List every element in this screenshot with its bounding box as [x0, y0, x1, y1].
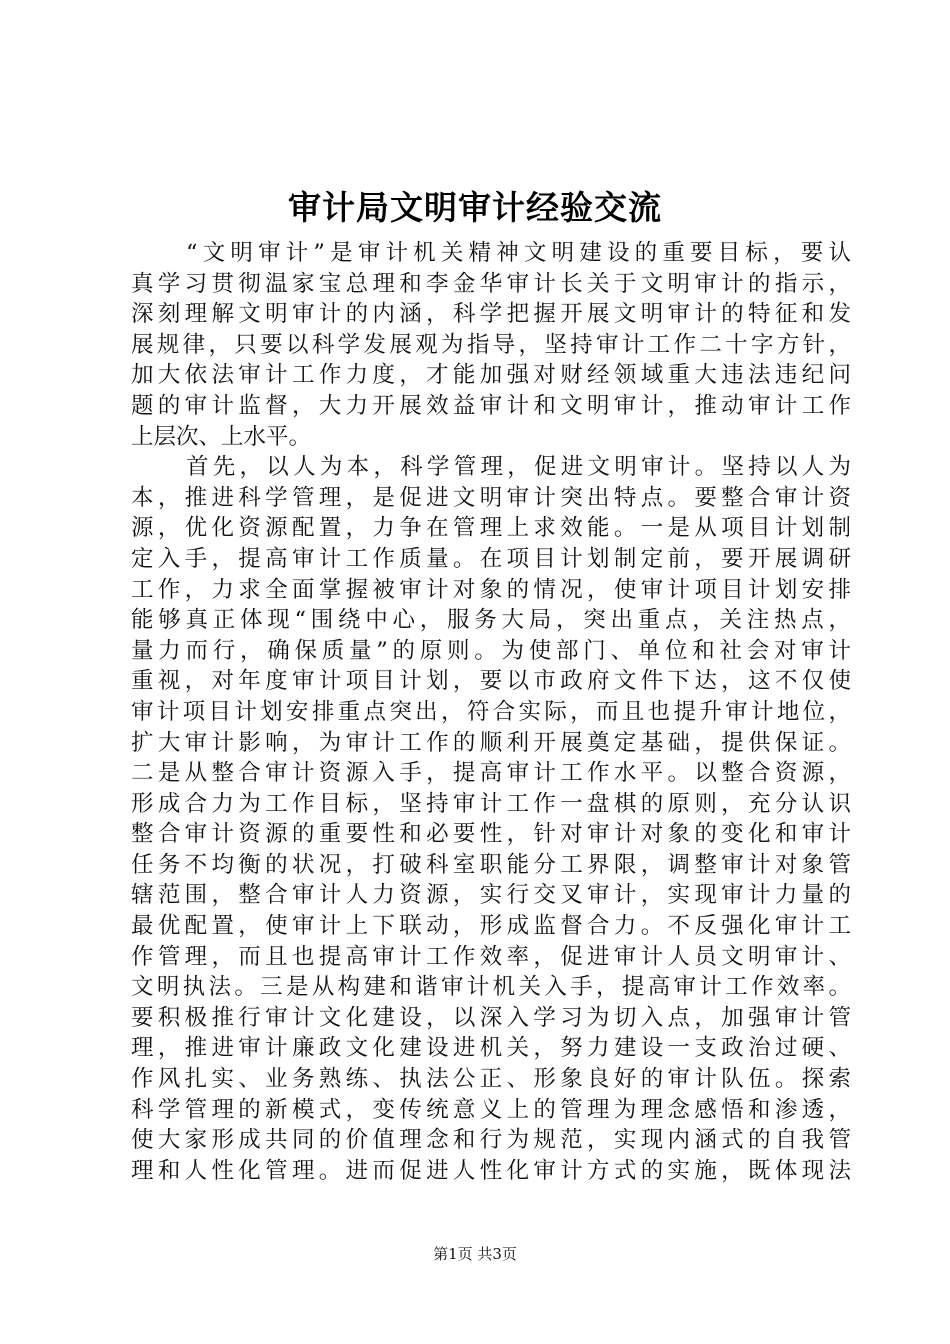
- paragraph-line: 加大依法审计工作力度，才能加强对财经领域重大违法违纪问: [131, 362, 851, 389]
- paragraph-line: 定入手，提高审计工作质量。在项目计划制定前，要开展调研: [131, 545, 851, 572]
- paragraph-line: 整合审计资源的重要性和必要性，针对审计对象的变化和审计: [131, 821, 851, 848]
- paragraph-line: 要积极推行审计文化建设，以深入学习为切入点，加强审计管: [131, 1004, 851, 1031]
- paragraph-line: 深刻理解文明审计的内涵，科学把握开展文明审计的特征和发: [131, 301, 851, 328]
- paragraph-line: 作风扎实、业务熟练、执法公正、形象良好的审计队伍。探索: [131, 1066, 851, 1093]
- paragraph-line: 工作，力求全面掌握被审计对象的情况，使审计项目计划安排: [131, 576, 851, 603]
- paragraph-line: 能够真正体现“围绕中心，服务大局，突出重点，关注热点，: [131, 607, 851, 634]
- paragraph-line: 作管理，而且也提高审计工作效率，促进审计人员文明审计、: [131, 943, 851, 970]
- paragraph-line: 审计项目计划安排重点突出，符合实际，而且也提升审计地位，: [131, 698, 851, 725]
- paragraph-line: 理和人性化管理。进而促进人性化审计方式的实施，既体现法: [131, 1157, 851, 1184]
- paragraph: [131, 452, 851, 1186]
- paragraph-line: 形成合力为工作目标，坚持审计工作一盘棋的原则，充分认识: [131, 790, 851, 817]
- paragraph-line: 重视，对年度审计项目计划，要以市政府文件下达，这不仅使: [131, 668, 851, 695]
- paragraph-line: 上层次、上水平。: [131, 423, 312, 450]
- document-body: [131, 238, 851, 1186]
- paragraph-line: 扩大审计影响，为审计工作的顺利开展奠定基础，提供保证。: [131, 729, 851, 756]
- paragraph-line: 最优配置，使审计上下联动，形成监督合力。不反强化审计工: [131, 913, 851, 940]
- paragraph: [131, 238, 851, 452]
- paragraph-line: 使大家形成共同的价值理念和行为规范，实现内涵式的自我管: [131, 1127, 851, 1154]
- paragraph-line: 量力而行，确保质量”的原则。为使部门、单位和社会对审计: [131, 637, 851, 664]
- paragraph-line: 真学习贯彻温家宝总理和李金华审计长关于文明审计的指示，: [131, 270, 851, 297]
- paragraph-line: 任务不均衡的状况，打破科室职能分工界限，调整审计对象管: [131, 851, 851, 878]
- paragraph-line: 题的审计监督，大力开展效益审计和文明审计，推动审计工作: [131, 392, 851, 419]
- paragraph-line: 辖范围，整合审计人力资源，实行交叉审计，实现审计力量的: [131, 882, 851, 909]
- paragraph-line: 本，推进科学管理，是促进文明审计突出特点。要整合审计资: [131, 484, 851, 511]
- paragraph-line: 二是从整合审计资源入手，提高审计工作水平。以整合资源，: [131, 760, 851, 787]
- document-title: 审计局文明审计经验交流: [288, 188, 662, 227]
- paragraph-line: 首先，以人为本，科学管理，促进文明审计。坚持以人为: [186, 454, 851, 481]
- page-footer: 第1页 共3页: [433, 1245, 517, 1263]
- paragraph-line: 展规律，只要以科学发展观为指导，坚持审计工作二十字方针，: [131, 331, 851, 358]
- paragraph-line: 科学管理的新模式，变传统意义上的管理为理念感悟和渗透，: [131, 1096, 851, 1123]
- paragraph-line: 文明执法。三是从构建和谐审计机关入手，提高审计工作效率。: [131, 974, 851, 1001]
- paragraph-line: 理，推进审计廉政文化建设进机关，努力建设一支政治过硬、: [131, 1035, 851, 1062]
- paragraph-line: 源，优化资源配置，力争在管理上求效能。一是从项目计划制: [131, 515, 851, 542]
- paragraph-line: “文明审计”是审计机关精神文明建设的重要目标，要认: [186, 240, 851, 266]
